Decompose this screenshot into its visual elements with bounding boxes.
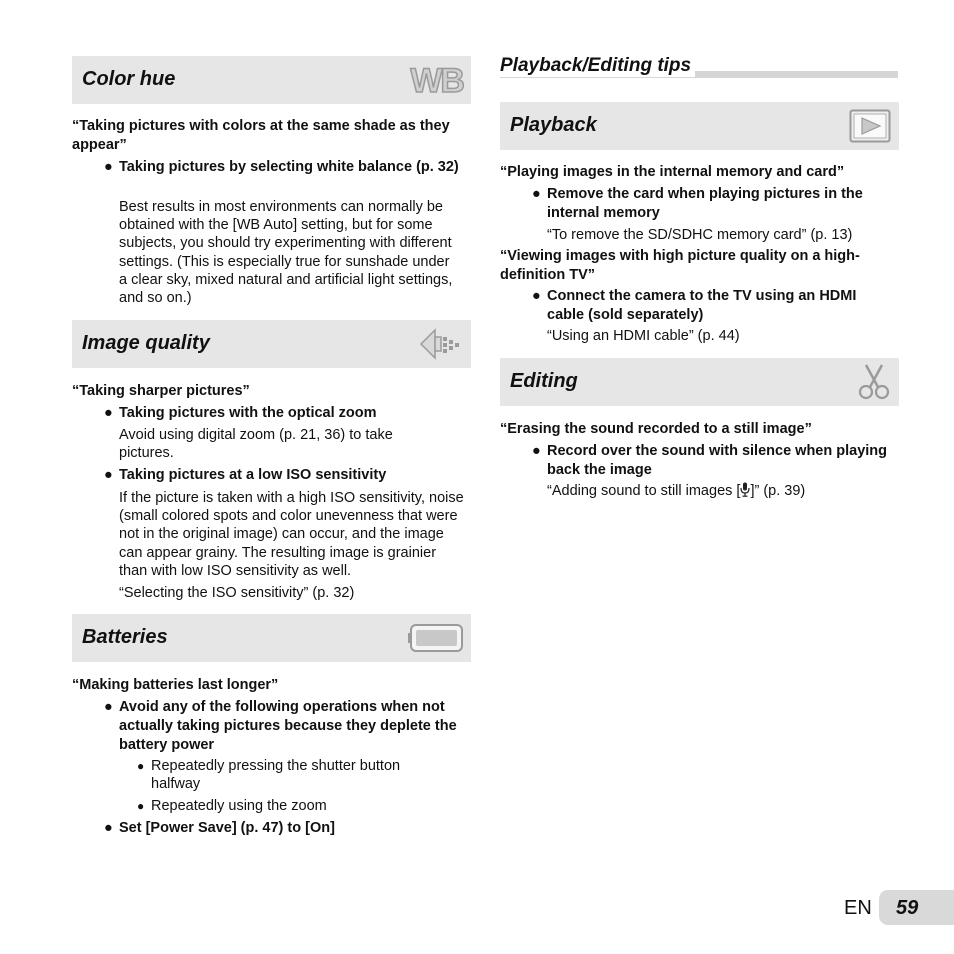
section-header-editing xyxy=(500,358,899,406)
language-label: EN xyxy=(844,897,872,919)
body-text: If the picture is taken with a high ISO sensitivity, noise (small colored spots and color unevenness that were not in the original image) can occur, and the image can appear grainy. The resulting image is grainier than with low ISO sensitivity as well. xyxy=(119,490,464,579)
sub-bullet-item: ● Repeatedly pressing the shutter button halfway xyxy=(137,758,401,793)
bullet-item: ● Set [Power Save] (p. 47) to [On] xyxy=(104,820,335,836)
quote-heading: “Erasing the sound recorded to a still image” xyxy=(500,421,812,437)
reference-text: “Using an HDMI cable” (p. 44) xyxy=(547,328,740,344)
quote-heading: “Viewing images with high picture quality on a high-definition TV” xyxy=(500,248,860,283)
microphone-icon xyxy=(740,482,750,497)
bullet-item: ● Connect the camera to the TV using an HDMI cable (sold separately) xyxy=(532,288,857,323)
body-text: Best results in most environments can normally be obtained with the [WB Auto] setting, but for some subjects, you should try experimenting with different settings. (This is especially true for sunshade under a clear sky, mixed natural and artificial light settings, and so on.) xyxy=(119,199,453,307)
section-header-playback xyxy=(500,102,899,150)
quote-heading: “Taking sharper pictures” xyxy=(72,383,250,399)
page-number: 59 xyxy=(896,897,919,919)
section-title: Image quality xyxy=(82,332,210,354)
section-title: Editing xyxy=(510,370,578,392)
scissors-icon xyxy=(857,363,891,401)
body-text: Avoid using digital zoom (p. 21, 36) to take pictures. xyxy=(119,427,393,462)
section-header-color-hue xyxy=(72,56,471,104)
heading-text: Playback/Editing tips xyxy=(500,55,695,77)
quote-heading: “Taking pictures with colors at the same shade as they appear” xyxy=(72,118,450,153)
bullet-item: ● Taking pictures at a low ISO sensitivity xyxy=(104,467,387,483)
reference-text: “Selecting the ISO sensitivity” (p. 32) xyxy=(119,585,355,601)
section-title: Playback xyxy=(510,114,597,136)
section-title: Color hue xyxy=(82,68,176,90)
bullet-item: ● Remove the card when playing pictures in the internal memory xyxy=(532,186,863,221)
quote-heading: “Making batteries last longer” xyxy=(72,677,279,693)
reference-text: “Adding sound to still images [ ]” (p. 39) xyxy=(547,483,806,499)
battery-icon xyxy=(407,623,465,653)
page-heading xyxy=(500,55,898,79)
image-quality-icon xyxy=(419,325,463,363)
playback-icon xyxy=(849,109,891,143)
page-number-tab xyxy=(879,890,954,925)
bullet-item: ● Avoid any of the following operations when not actually taking pictures because they deplete the battery power xyxy=(104,699,457,753)
wb-icon: WB xyxy=(410,62,463,100)
reference-text: “To remove the SD/SDHC memory card” (p. 13) xyxy=(547,227,853,243)
bullet-item: ● Taking pictures by selecting white balance (p. 32) xyxy=(104,159,459,175)
bullet-item: ● Record over the sound with silence when playing back the image xyxy=(532,443,888,478)
section-title: Batteries xyxy=(82,626,168,648)
quote-heading: “Playing images in the internal memory and card” xyxy=(500,164,845,180)
bullet-item: ● Taking pictures with the optical zoom xyxy=(104,405,377,421)
section-header-batteries xyxy=(72,614,471,662)
sub-bullet-item: ● Repeatedly using the zoom xyxy=(137,798,327,814)
section-header-image-quality xyxy=(72,320,471,368)
